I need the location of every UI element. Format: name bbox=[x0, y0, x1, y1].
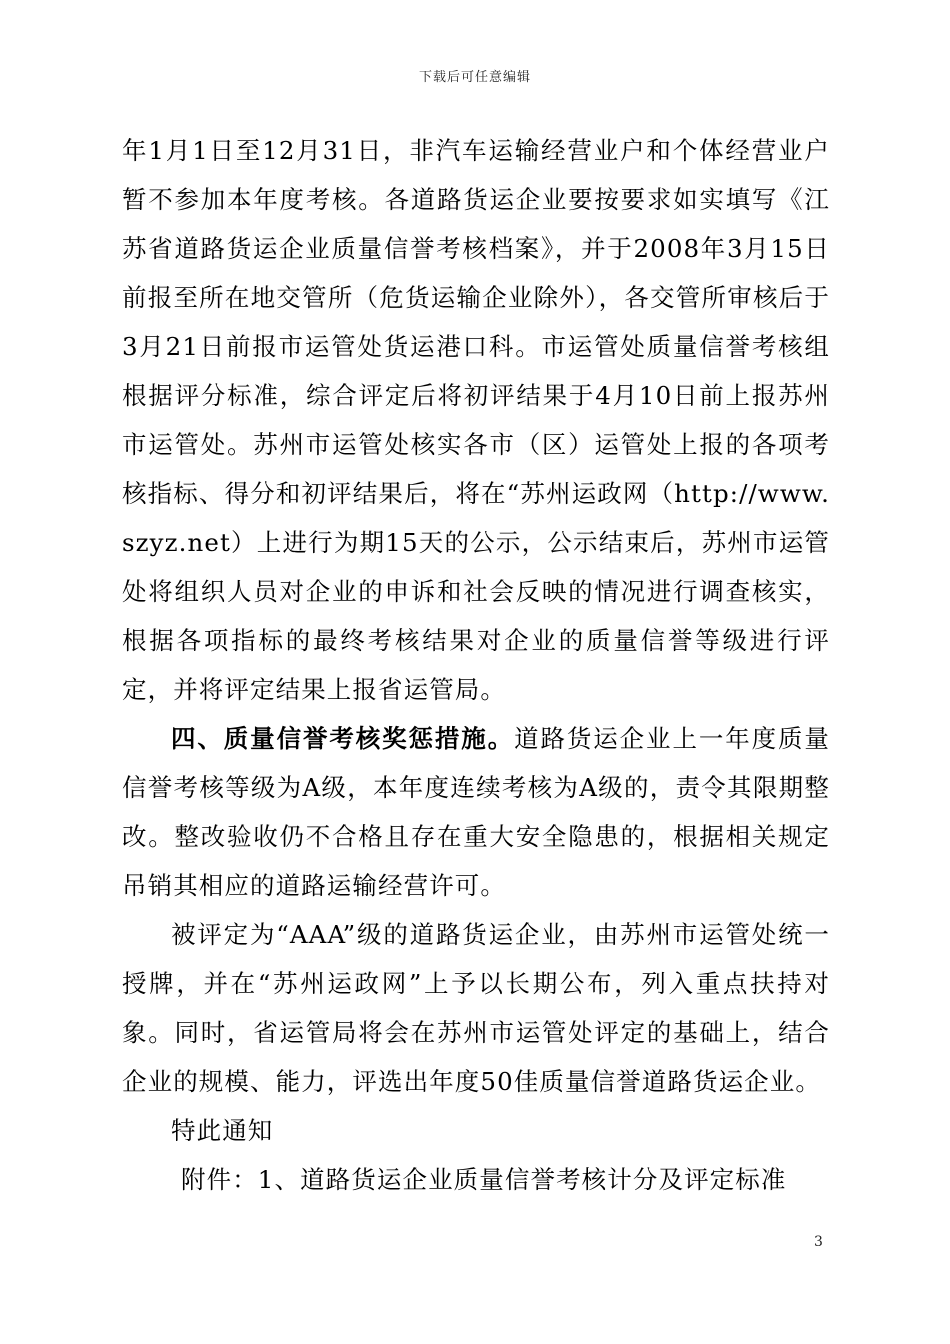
closing-notice: 特此通知 bbox=[171, 1116, 274, 1145]
header-note: 下载后可任意编辑 bbox=[418, 70, 531, 85]
section-heading-rewards-penalties: 四、质量信誉考核奖惩措施。 bbox=[171, 724, 515, 753]
paragraph-assessment-procedure: 年1月1日至12月31日，非汽车运输经营业户和个体经营业户暂不参加本年度考核。各道路货运企业要按要求如实填写《江苏省道路货运企业质量信誉考核档案》，并于2008年3月15日前报至所在地交管所（危货运输企业除外），各交管所审核后于3月21日前报市运管处货运港口科。市运管处质量信誉考核组根据评分标准，综合评定后将初评结果于4月10日前上报苏州市运管处。苏州市运管处核实各市（区）运管处上报的各项考核指标、得分和初评结果后，将在“苏州运政网（http://www.szyz.net）上进行为期15天的公示，公示结束后，苏州市运管处将组织人员对企业的申诉和社会反映的情况进行调查核实，根据各项指标的最终考核结果对企业的质量信誉等级进行评定，并将评定结果上报省运管局。 bbox=[122, 136, 830, 704]
section-body-rewards-penalties: 道路货运企业上一年度质量信誉考核等级为A级，本年度连续考核为A级的，责令其限期整改。整改验收仍不合格且存在重大安全隐患的，根据相关规定吊销其相应的道路运输经营许可。 bbox=[122, 724, 830, 900]
paragraph-aaa-recognition: 被评定为“AAA”级的道路货运企业，由苏州市运管处统一授牌，并在“苏州运政网”上予以长期公布，列入重点扶持对象。同时，省运管局将会在苏州市运管处评定的基础上，结合企业的规模、能力，评选出年度50佳质量信誉道路货运企业。 bbox=[122, 920, 830, 1096]
attachment-line: 附件：1、道路货运企业质量信誉考核计分及评定标准 bbox=[181, 1165, 787, 1194]
paragraph-rewards-penalties bbox=[122, 714, 830, 910]
page-number: 3 bbox=[814, 1234, 823, 1250]
document-body bbox=[122, 126, 830, 1204]
